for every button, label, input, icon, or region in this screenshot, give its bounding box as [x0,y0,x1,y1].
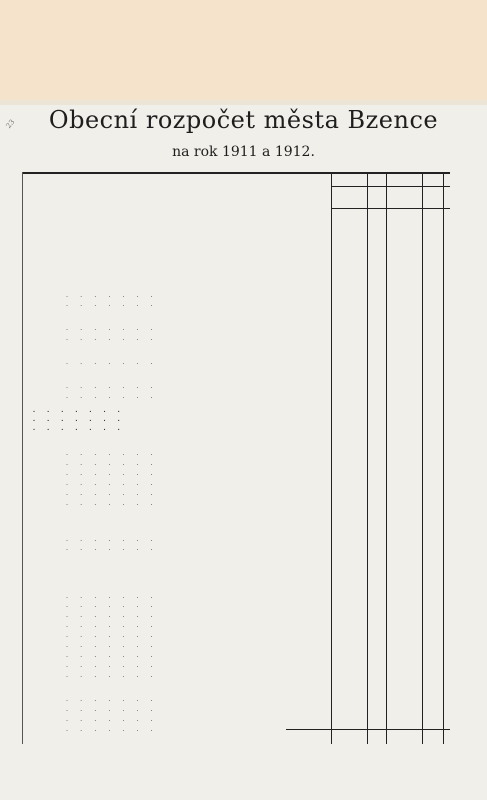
column-rule [422,172,423,744]
item-label [66,478,158,487]
dot-leader: . . . . . . . [66,600,158,609]
item-label [66,660,158,669]
item-label [66,630,158,639]
item-label [66,704,158,713]
dot-leader: . . . . . . . [66,650,158,659]
item-label [66,600,158,609]
dot-leader: . . . . . . . [66,694,158,703]
item-label [66,458,158,467]
dot-leader: . . . . . . . [66,468,158,477]
column-rule [367,172,368,744]
item-label [66,488,158,497]
item-label [66,650,158,659]
item-label [66,534,158,543]
dot-leader: . . . . . . . [66,333,158,342]
paper-tape-strip [0,0,487,104]
item-label [66,543,158,552]
item-label [66,448,158,457]
page-subtitle: na rok 1911 a 1912. [172,144,315,160]
item-label [66,724,158,733]
item-label [66,391,158,400]
item-label [66,610,158,619]
column-rule [331,172,332,744]
dot-leader: . . . . . . . [66,640,158,649]
dot-leader: . . . . . . . [66,290,158,299]
page-number: 23 [4,118,17,130]
dot-leader: . . . . . . . [66,714,158,723]
dot-leader: . . . . . . . [66,704,158,713]
item-label [66,620,158,629]
dot-leader: . . . . . . . [66,488,158,497]
dot-leader: . . . . . . . [66,357,158,366]
page-title: Obecní rozpočet města Bzence [48,106,439,134]
item-label [66,299,158,308]
dot-leader: . . . . . . . [66,543,158,552]
dot-leader: . . . . . . . [66,323,158,332]
group-label [33,423,125,432]
dot-leader: . . . . . . . [66,630,158,639]
group-label [33,414,125,423]
dot-leader: . . . . . . . [66,391,158,400]
dot-leader: . . . . . . . [66,660,158,669]
dot-leader: . . . . . . . [66,478,158,487]
item-label [66,333,158,342]
item-label [66,357,158,366]
dot-leader: . . . . . . . [33,423,125,432]
column-rule [443,172,444,744]
dot-leader: . . . . . . . [66,534,158,543]
dot-leader: . . . . . . . [66,670,158,679]
tape-edge [0,100,487,105]
item-label [66,670,158,679]
total-rule [286,729,450,730]
item-label [66,381,158,390]
item-label [66,498,158,507]
dot-leader: . . . . . . . [33,405,125,414]
item-label [66,640,158,649]
dot-leader: . . . . . . . [66,724,158,733]
item-label [66,591,158,600]
item-label [66,323,158,332]
dot-leader: . . . . . . . [66,458,158,467]
header-bottom-rule [331,208,450,209]
left-border [22,172,23,744]
item-label [66,714,158,723]
item-label [66,290,158,299]
dot-leader: . . . . . . . [33,414,125,423]
group-label [33,405,125,414]
item-label [66,468,158,477]
dot-leader: . . . . . . . [66,610,158,619]
dot-leader: . . . . . . . [66,591,158,600]
dot-leader: . . . . . . . [66,498,158,507]
dot-leader: . . . . . . . [66,448,158,457]
dot-leader: . . . . . . . [66,299,158,308]
header-mid-rule [331,186,450,187]
item-label [66,694,158,703]
column-rule [386,172,387,744]
dot-leader: . . . . . . . [66,620,158,629]
dot-leader: . . . . . . . [66,381,158,390]
